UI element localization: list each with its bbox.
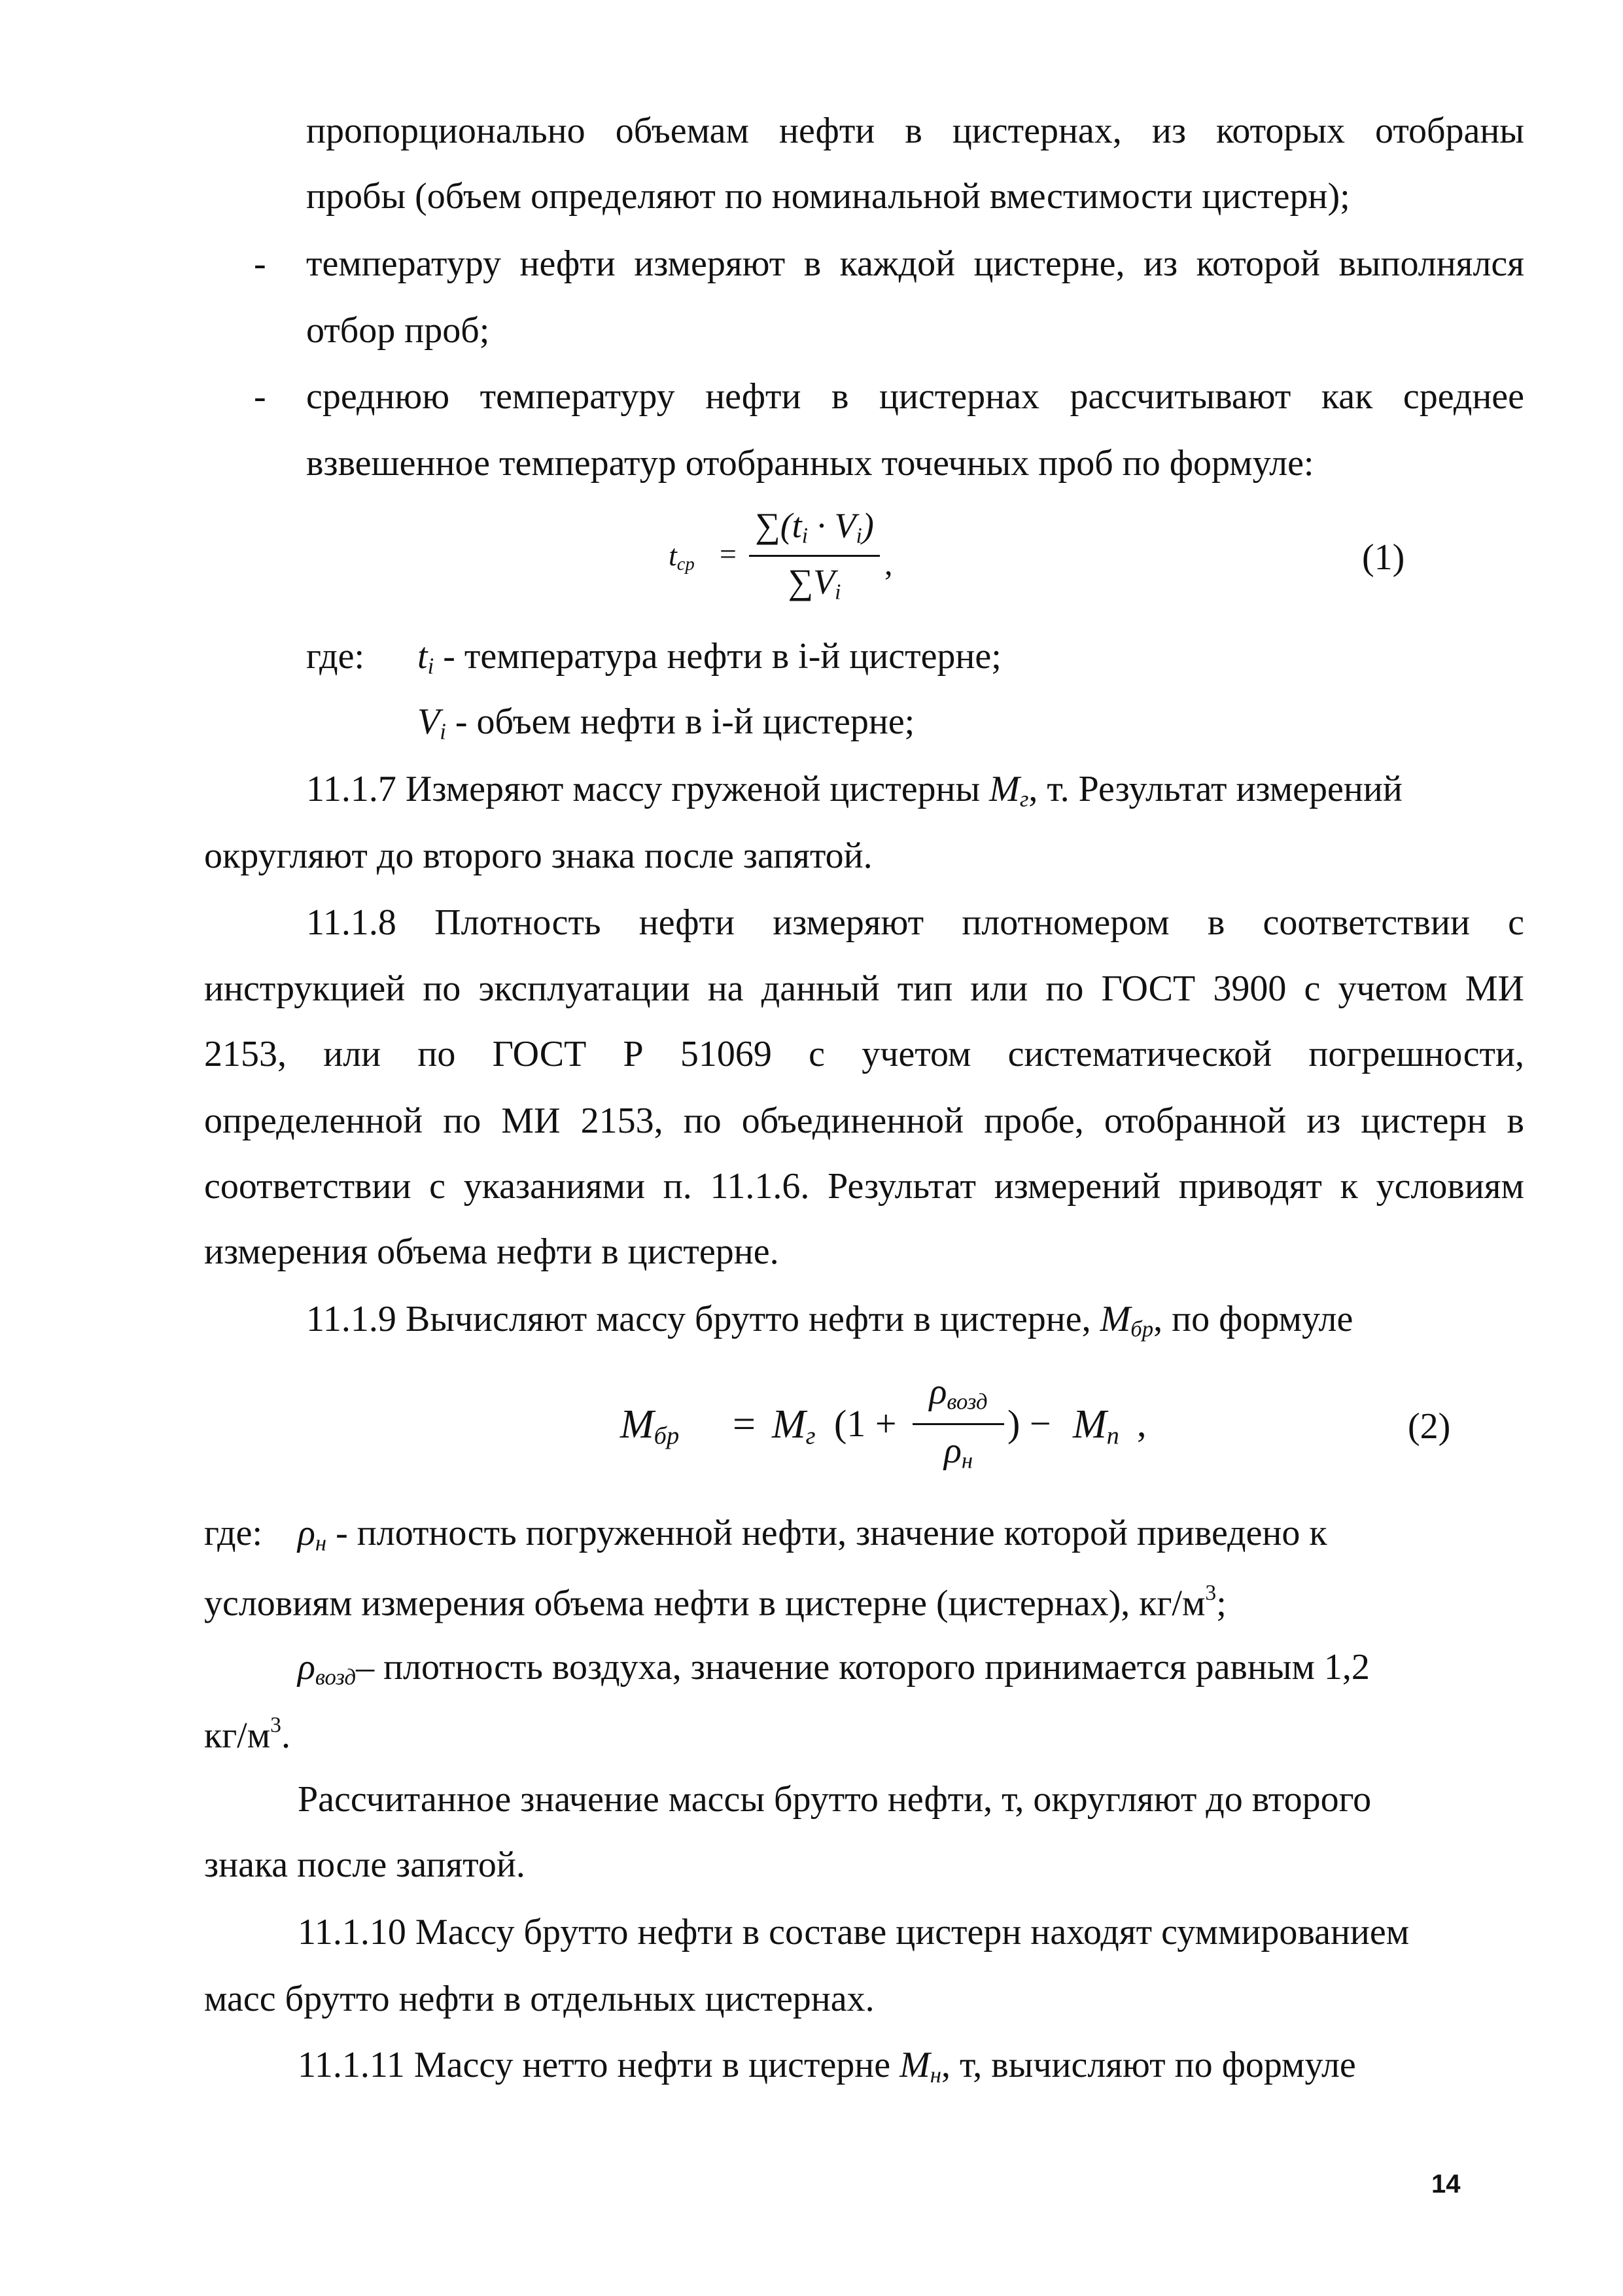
bullet-dash: -: [254, 376, 266, 417]
where-item-t: $t_i$ - температура нефти в i-й цистерне;: [417, 636, 1002, 679]
where-item-v: $V_i$ - объем нефти в i-й цистерне;: [417, 701, 915, 745]
formula-2-numerator: $\rho_{возд}$: [929, 1371, 988, 1415]
where-item-rho-air: $\rho_{возд}-$ плотность воздуха, значение которого принимается равным 1,2: [298, 1647, 1370, 1690]
paragraph-line: знака после запятой.: [204, 1845, 525, 1885]
bullet-line: температуру нефти измеряют в каждой цистерне, из которой выполнялся: [306, 243, 1524, 284]
paragraph-line: 2153, или по ГОСТ Р 51069 с учетом систематической погрешности,: [204, 1034, 1524, 1074]
formula-1-number: (1): [1362, 537, 1405, 578]
formula-2-denominator: $\rho_н$: [943, 1430, 973, 1474]
paragraph-line: измерения объема нефти в цистерне.: [204, 1231, 779, 1272]
formula-2-fraction-bar: [913, 1423, 1004, 1425]
page-number: 14: [1431, 2170, 1461, 2199]
paragraph-line: пропорционально объемам нефти в цистернах, из которых отобраны: [306, 111, 1524, 151]
formula-2-comma: ,: [1137, 1402, 1147, 1445]
where-label: где:: [204, 1513, 263, 1553]
bullet-line: среднюю температуру нефти в цистернах рассчитывают как среднее: [306, 376, 1524, 417]
paragraph-11-1-9: 11.1.9 Вычисляют массу брутто нефти в цистерне, $M_{бр}$, по формуле: [306, 1299, 1353, 1342]
formula-2-open: (1 +: [834, 1402, 897, 1445]
paragraph-line: определенной по МИ 2153, по объединенной пробе, отобранной из цистерн в: [204, 1101, 1524, 1141]
formula-2-mn: $M_п$: [1073, 1402, 1119, 1450]
formula-1-equals: =: [720, 537, 737, 571]
formula-1-comma: ,: [884, 545, 893, 582]
paragraph-line: соответствии с указаниями п. 11.1.6. Результат измерений приводят к условиям: [204, 1166, 1524, 1207]
formula-1-numerator: $\sum(t_i \cdot V_i)$: [755, 506, 874, 548]
formula-2-lhs: $M_{бр}$: [620, 1402, 680, 1450]
bullet-line: взвешенное температур отобранных точечных проб по формуле:: [306, 443, 1314, 484]
paragraph-rounding: Рассчитанное значение массы брутто нефти, т, округляют до второго: [298, 1779, 1372, 1820]
paragraph-line: пробы (объем определяют по номинальной вместимости цистерн);: [306, 176, 1350, 217]
paragraph-line: инструкцией по эксплуатации на данный тип или по ГОСТ 3900 с учетом МИ: [204, 968, 1524, 1009]
paragraph-11-1-11: 11.1.11 Массу нетто нефти в цистерне $M_н$, т, вычисляют по формуле: [298, 2045, 1356, 2088]
paragraph-line: $кг/м^3$.: [204, 1713, 290, 1756]
formula-2-number: (2): [1408, 1406, 1451, 1447]
where-item-rho-n: $\rho_н$ - плотность погруженной нефти, значение которой приведено к: [298, 1513, 1327, 1556]
where-label: где:: [306, 636, 365, 677]
paragraph-line: масс брутто нефти в отдельных цистернах.: [204, 1979, 875, 2019]
paragraph-line: округляют до второго знака после запятой.: [204, 836, 873, 876]
formula-2-equals: =: [733, 1402, 756, 1447]
formula-1-denominator: $\sum V_i$: [788, 562, 841, 605]
bullet-dash: -: [254, 243, 266, 284]
paragraph-11-1-7: 11.1.7 Измеряют массу груженой цистерны $M_г$, т. Результат измерений: [306, 769, 1403, 812]
paragraph-line: условиям измерения объема нефти в цистерне (цистернах), $кг/м^3$;: [204, 1581, 1227, 1624]
formula-1-lhs: $t_{ср}$: [669, 539, 695, 575]
formula-2-close: ) −: [1007, 1402, 1051, 1445]
paragraph-11-1-8: 11.1.8 Плотность нефти измеряют плотномером в соответствии с: [306, 902, 1524, 943]
paragraph-11-1-10: 11.1.10 Массу брутто нефти в составе цистерн находят суммированием: [298, 1912, 1410, 1952]
formula-2-mg: $M_г$: [772, 1402, 816, 1450]
formula-1-fraction-bar: [749, 555, 880, 557]
bullet-line: отбор проб;: [306, 310, 490, 351]
